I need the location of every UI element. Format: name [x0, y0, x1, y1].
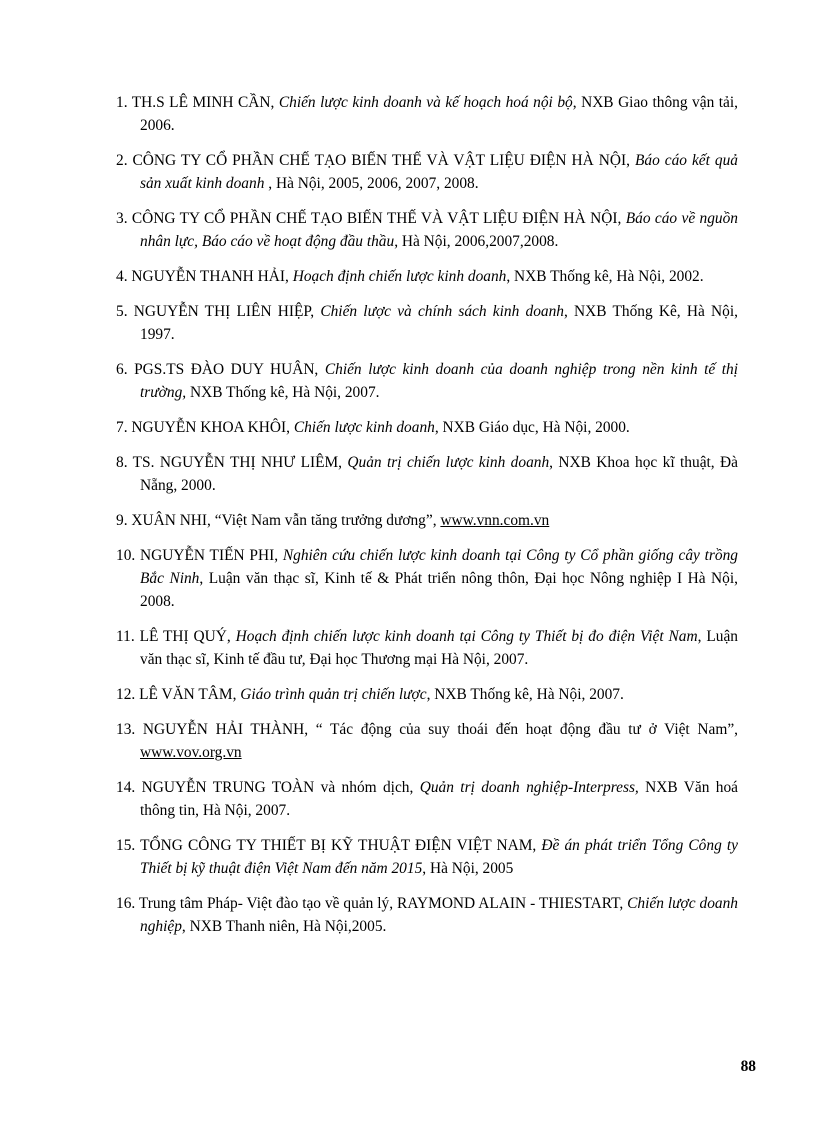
- reference-text: 6. PGS.TS ĐÀO DUY HUÂN,: [116, 361, 325, 378]
- reference-item: [116, 683, 738, 706]
- reference-title: Chiến lược và chính sách kinh doanh: [320, 303, 564, 320]
- reference-text: NXB Văn hoá thông tin, Hà Nội, 2007.: [140, 779, 738, 819]
- reference-text: , NXB Thống Kê, Hà Nội, 1997.: [140, 303, 738, 343]
- reference-item: [116, 300, 738, 346]
- reference-text: NXB Thống kê, Hà Nội, 2007.: [186, 384, 380, 401]
- reference-text: 13. NGUYỄN HẢI THÀNH, “ Tác động của suy thoái đến hoạt động đầu tư ở Việt Nam”,: [116, 721, 738, 738]
- reference-link[interactable]: www.vov.org.vn: [140, 744, 242, 761]
- reference-text: 16. Trung tâm Pháp- Việt đào tạo về quản lý, RAYMOND ALAIN - THIESTART,: [116, 895, 628, 912]
- reference-text: , Luận văn thạc sĩ, Kinh tế đầu tư, Đại học Thương mại Hà Nội, 2007.: [140, 628, 738, 668]
- reference-item: [116, 892, 738, 938]
- reference-text: 2. CÔNG TY CỔ PHẦN CHẾ TẠO BIẾN THẾ VÀ VẬT LIỆU ĐIỆN HÀ NỘI,: [116, 152, 635, 169]
- reference-title: Giáo trình quản trị chiến lược: [240, 686, 427, 703]
- reference-text: 4. NGUYỄN THANH HẢI,: [116, 268, 293, 285]
- reference-list: [116, 91, 738, 950]
- reference-item: [116, 91, 738, 137]
- reference-text: 10. NGUYỄN TIẾN PHI,: [116, 547, 283, 564]
- reference-item: [116, 718, 738, 764]
- page-number: 88: [740, 1058, 756, 1075]
- reference-item: [116, 544, 738, 613]
- reference-item: [116, 625, 738, 671]
- reference-title: Báo cáo về nguồn nhân lực, Báo cáo về hoạt động đầu thầu: [140, 210, 739, 250]
- reference-text: 9. XUÂN NHI, “Việt Nam vẫn tăng trưởng dương”,: [116, 512, 441, 529]
- reference-link[interactable]: www.vnn.com.vn: [440, 512, 550, 529]
- reference-text: 8. TS. NGUYỄN THỊ NHƯ LIÊM,: [116, 454, 348, 471]
- reference-title: Báo cáo kết quả sản xuất kinh doanh: [140, 152, 738, 192]
- reference-text: 5. NGUYỄN THỊ LIÊN HIỆP,: [116, 303, 321, 320]
- reference-text: 3. CÔNG TY CỔ PHẦN CHẾ TẠO BIẾN THẾ VÀ VẬT LIỆU ĐIỆN HÀ NỘI,: [116, 210, 626, 227]
- reference-title: Hoạch định chiến lược kinh doanh tại Công ty Thiết bị đo điện Việt Nam: [235, 628, 698, 645]
- reference-item: [116, 265, 738, 288]
- reference-text: , NXB Thanh niên, Hà Nội,2005.: [181, 918, 387, 935]
- reference-text: , NXB Thống kê, Hà Nội, 2002.: [506, 268, 704, 285]
- reference-title: Nghiên cứu chiến lược kinh doanh tại Công ty Cổ phần giống cây trồng Bắc Ninh: [140, 547, 739, 587]
- reference-text: , Hà Nội, 2005: [422, 860, 514, 877]
- reference-text: , Hà Nội, 2006,2007,2008.: [394, 233, 559, 250]
- reference-title: Quản trị doanh nghiệp-Interpress,: [419, 779, 639, 796]
- reference-title: Chiến lược doanh nghiệp: [140, 895, 738, 935]
- reference-text: 15. TỔNG CÔNG TY THIẾT BỊ KỸ THUẬT ĐIỆN VIỆT NAM,: [116, 837, 542, 854]
- reference-text: 12. LÊ VĂN TÂM,: [116, 686, 241, 703]
- reference-text: , NXB Khoa học kĩ thuật, Đà Nẵng, 2000.: [140, 454, 738, 494]
- reference-item: [116, 358, 738, 404]
- reference-text: 14. NGUYỄN TRUNG TOÀN và nhóm dịch,: [116, 779, 420, 796]
- reference-item: [116, 451, 738, 497]
- reference-item: [116, 207, 738, 253]
- reference-text: , NXB Thống kê, Hà Nội, 2007.: [426, 686, 624, 703]
- reference-title: Quản trị chiến lược kinh doanh: [347, 454, 550, 471]
- reference-text: , NXB Giáo dục, Hà Nội, 2000.: [434, 419, 630, 436]
- reference-title: Chiến lược kinh doanh và kế hoạch hoá nội bộ: [278, 94, 573, 111]
- reference-title: Chiến lược kinh doanh: [293, 419, 435, 436]
- reference-text: , Hà Nội, 2005, 2006, 2007, 2008.: [264, 175, 479, 192]
- reference-item: [116, 416, 738, 439]
- reference-item: [116, 149, 738, 195]
- reference-item: [116, 834, 738, 880]
- reference-item: [116, 776, 738, 822]
- reference-text: 7. NGUYỄN KHOA KHÔI,: [116, 419, 294, 436]
- reference-text: , Luận văn thạc sĩ, Kinh tế & Phát triển nông thôn, Đại học Nông nghiệp I Hà Nội, 2008.: [140, 570, 738, 610]
- reference-text: , NXB Giao thông vận tải, 2006.: [140, 94, 738, 134]
- reference-title: Hoạch định chiến lược kinh doanh: [292, 268, 507, 285]
- reference-item: [116, 509, 738, 532]
- reference-text: 11. LÊ THỊ QUÝ,: [116, 628, 236, 645]
- reference-title: Đề án phát triển Tổng Công ty Thiết bị kỹ thuật điện Việt Nam đến năm 2015: [140, 837, 738, 877]
- reference-text: 1. TH.S LÊ MINH CẦN,: [116, 94, 279, 111]
- reference-title: Chiến lược kinh doanh của doanh nghiệp trong nền kinh tế thị trường,: [140, 361, 739, 401]
